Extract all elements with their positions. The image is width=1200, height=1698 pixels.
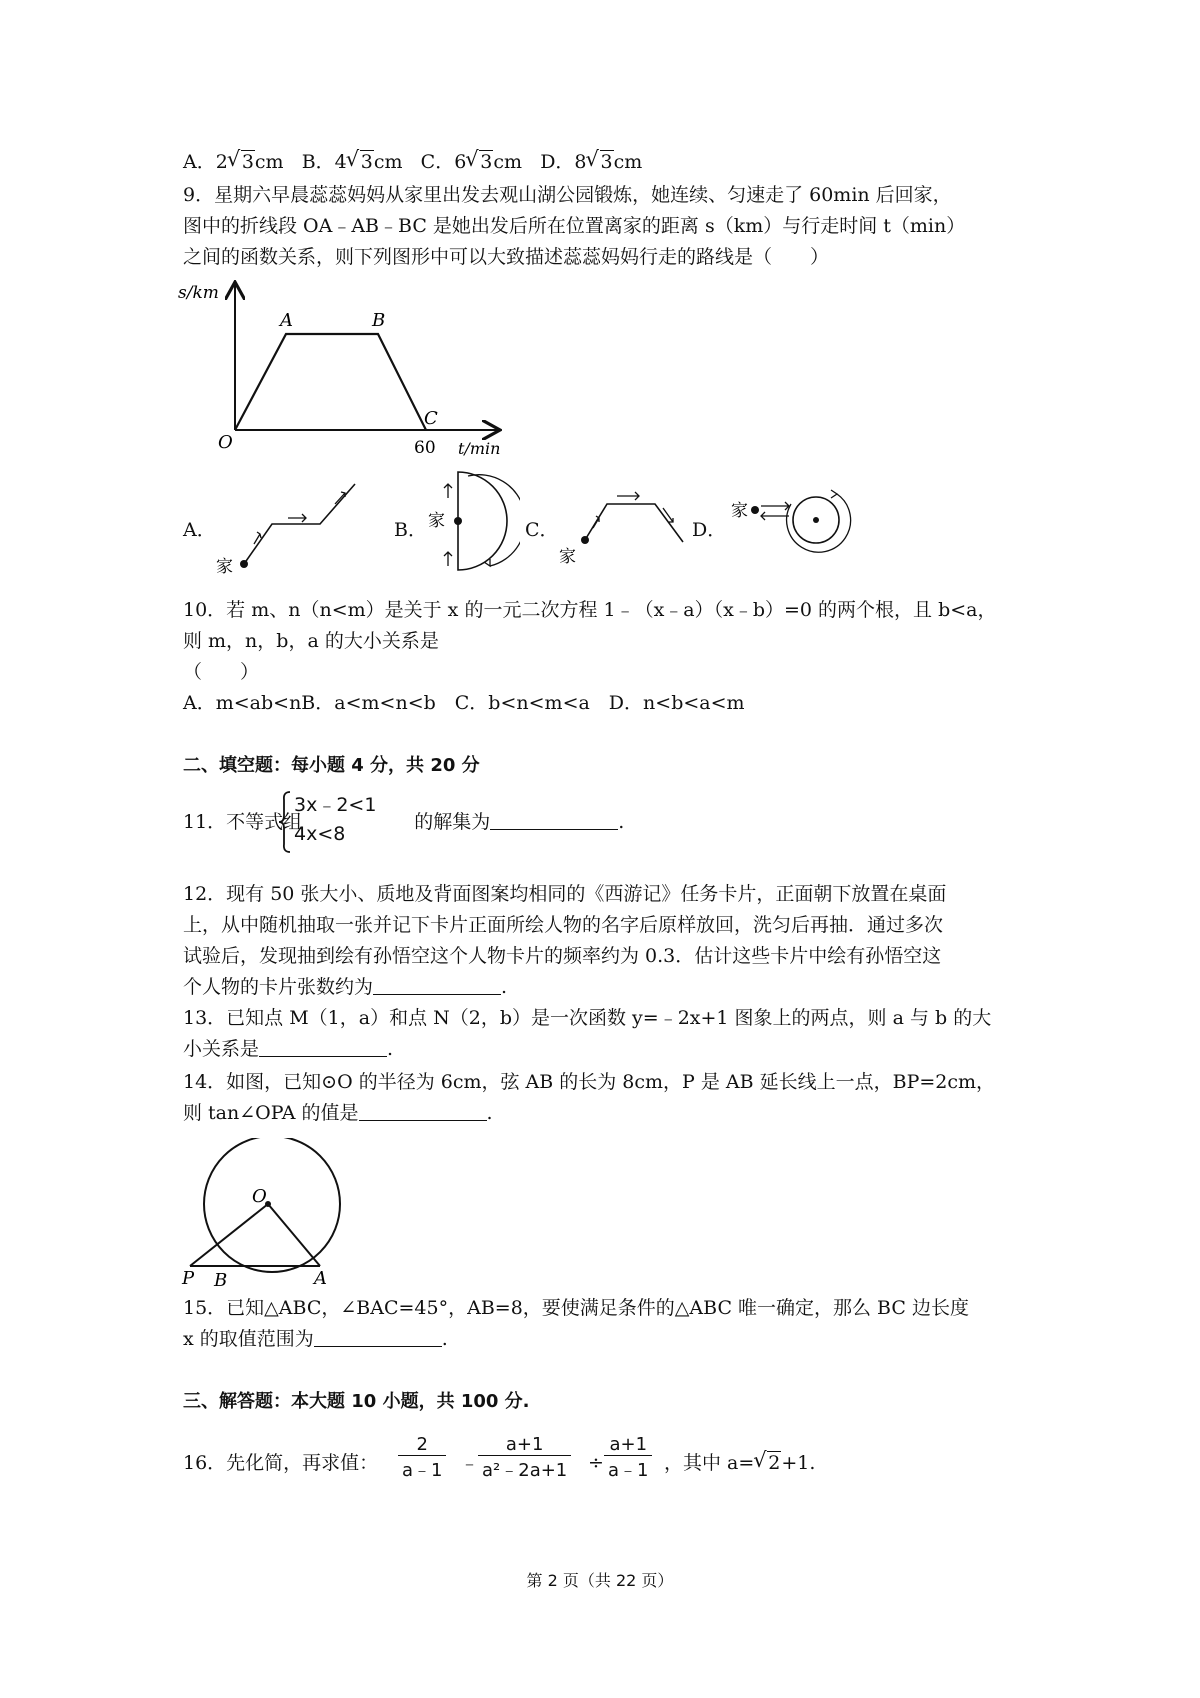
q9-option-b-route [420,466,520,576]
segment-oa [268,1204,320,1266]
q16-fraction-2: $\frac{a+1}{\text{a²﹣2a+1}}$ [478,1434,571,1482]
q15-line-1: 15．已知△ABC，∠BAC=45°，AB=8，要使满足条件的△ABC 唯一确定，那么 BC 边长度 [183,1297,969,1319]
x-axis-label: t/min [458,439,501,458]
q9-option-d-route [725,486,860,566]
sqrt-sign: √ 3 [467,150,493,174]
point-c-label: C [424,408,438,429]
q10-options: A．m<ab<nB．a<m<n<b C．b<n<m<a D．n<b<a<m [183,692,745,714]
q16-divide: ÷ [588,1452,604,1474]
q8-option-d: D．8 [540,151,587,173]
home-label: 家 [559,547,576,567]
q12-line-1: 12．现有 50 张大小、质地及背面图案均相同的《西游记》任务卡片，正面朝下放置在桌面 [183,883,947,905]
q13-line-1: 13．已知点 M（1，a）和点 N（2，b）是一次函数 y=﹣2x+1 图象上的两点，则 a 与 b 的大 [183,1007,992,1029]
point-b-label: B [372,310,386,331]
q16-prefix: 16．先化简，再求值： [183,1452,379,1474]
q9-distance-time-graph [178,278,518,458]
q9-line-3: 之间的函数关系，则下列图形中可以大致描述蕊蕊妈妈行走的路线是（ ） [183,246,830,268]
q13-line-2: 小关系是 . [183,1038,394,1060]
q12-line-3: 试验后，发现抽到绘有孙悟空这个人物卡片的频率约为 0.3．估计这些卡片中绘有孙悟空这 [183,945,942,967]
point-a-label: A [280,310,293,331]
q14-circle-figure [180,1138,350,1288]
point-b-label: B [214,1270,228,1288]
point-p-label: P [182,1268,195,1288]
sqrt-sign: √ 3 [348,150,374,174]
x-tick-60: 60 [414,438,436,458]
q12-answer-blank [373,976,501,995]
q11-eq-1: 3x﹣2<1 [294,794,377,816]
q8-option-a: A．2 [183,151,228,173]
point-a-label: A [314,1268,327,1288]
q9-line-2: 图中的折线段 OA﹣AB﹣BC 是她出发后所在位置离家的距离 s（km）与行走时间 t（min） [183,215,966,237]
q14-answer-blank [359,1102,487,1121]
q9-line-1: 9．星期六早晨蕊蕊妈妈从家里出发去观山湖公园锻炼，她连续、匀速走了 60min 后回家， [183,184,952,206]
point-o-label: O [252,1186,267,1207]
q14-line-1: 14．如图，已知⊙O 的半径为 6cm，弦 AB 的长为 8cm，P 是 AB 延长线上一点，BP=2cm， [183,1071,996,1093]
q12-line-4: 个人物的卡片张数约为 . [183,976,508,998]
q11-prefix: 11．不等式组 [183,811,303,833]
q16-value: ，其中 a=√ 2+1. [664,1451,815,1475]
path-oa-ab-bc [235,334,426,430]
q11-brace [278,790,292,854]
q11-answer-blank [490,811,618,830]
q8-option-b: B．4 [301,151,347,173]
q8-options: A．2√ 3cm B．4√ 3cm C．6√ 3cm D．8√ 3cm [183,150,642,174]
q9-option-c-label: C． [525,519,559,541]
q10-line-2: 则 m，n，b，a 的大小关系是 [183,630,439,652]
q16-fraction-1: $\frac{2}{a﹣1}$ [398,1434,446,1482]
q15-answer-blank [314,1328,442,1347]
q11-eq-2: 4x<8 [294,823,346,845]
q9-option-d-label: D． [692,519,727,541]
point-o-label: O [218,432,233,453]
home-label: 家 [731,501,748,521]
q11-suffix: 的解集为 [414,811,491,833]
q10-line-1: 10．若 m、n（n<m）是关于 x 的一元二次方程 1﹣（x﹣a）（x﹣b）=0 的两个根，且 b<a， [183,599,997,621]
q9-option-a-label: A． [183,519,216,541]
home-label: 家 [216,557,233,574]
page-footer: 第 2 页（共 22 页） [526,1571,674,1590]
q16-minus: ﹣ [460,1452,480,1474]
q13-answer-blank [259,1038,387,1057]
y-axis-label: s/km [178,283,219,303]
q12-line-2: 上，从中随机抽取一张并记下卡片正面所绘人物的名字后原样放回，洗匀后再抽．通过多次 [183,914,944,936]
q15-line-2: x 的取值范围为 . [183,1328,448,1350]
home-label: 家 [428,511,445,531]
q16-fraction-3: $\frac{a+1}{a﹣1}$ [604,1434,652,1482]
q14-line-2: 则 tan∠OPA 的值是 . [183,1102,493,1124]
q8-option-c: C．6 [420,151,467,173]
sqrt-sign: √ 3 [229,150,255,174]
sqrt-sign: √ 2 [755,1451,781,1475]
section-2-heading: 二、填空题：每小题 4 分，共 20 分 [183,755,480,776]
q9-option-b-label: B． [394,519,427,541]
q9-option-c-route [555,474,705,574]
sqrt-sign: √ 3 [588,150,614,174]
q9-option-a-route [210,474,380,574]
section-3-heading: 三、解答题：本大题 10 小题，共 100 分. [183,1391,530,1412]
q10-line-3: （ ） [183,661,260,683]
q11-line: 11．不等式组 的解集为 . [183,811,625,833]
